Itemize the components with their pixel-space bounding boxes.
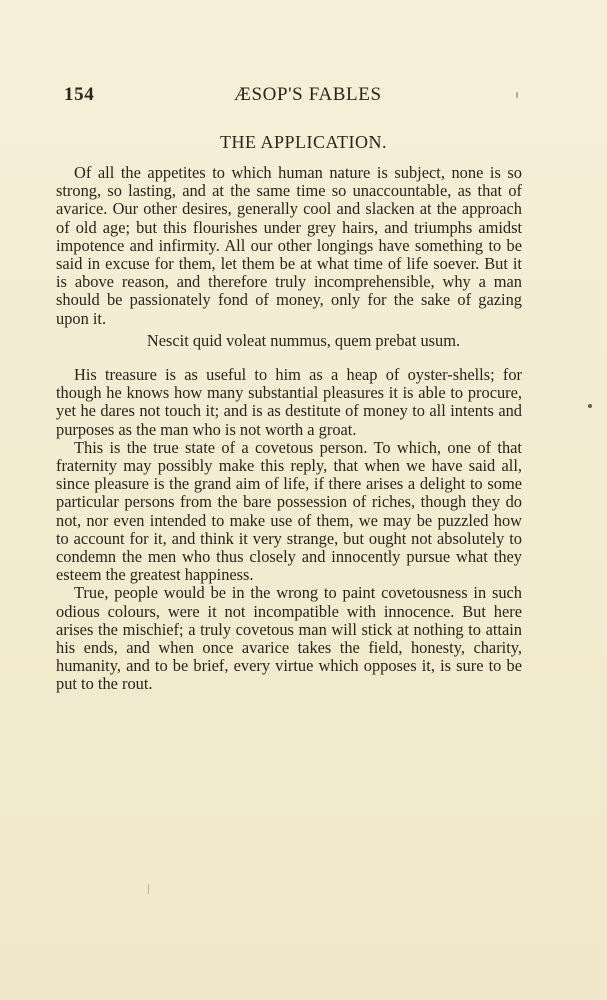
paper-speck xyxy=(516,92,518,98)
body-text-top xyxy=(56,164,522,328)
paper-speck xyxy=(588,404,592,408)
book-title: ÆSOP'S FABLES xyxy=(234,84,382,105)
paragraph: His treasure is as useful to him as a heap of oyster-shells; for though he knows how many substantial pleasures it is able to procure, yet he dares not touch it; and is as destitute of money to all intents and purposes as the man who is not worth a groat. xyxy=(56,365,522,439)
paragraph: Of all the appetites to which human nature is subject, none is so strong, so lasting, and at the same time so unaccountable, as that of avarice. Our other desires, generally cool and slacken at the approach of old age; but this flourishes under grey hairs, and triumphs amidst impotence and infirmity. All our other longings have something to be said in excuse for them, let them be at what time of life soever. But it is above reason, and therefore truly incomprehensible, why a man should be passionately fond of money, only for the sake of gazing upon it. xyxy=(56,163,522,328)
running-head xyxy=(64,84,524,106)
page-number: 154 xyxy=(64,84,95,105)
body-text-bottom xyxy=(56,366,522,694)
section-title: THE APPLICATION. xyxy=(219,132,387,152)
latin-quote: Nescit quid voleat nummus, quem prebat usum. xyxy=(146,331,461,350)
paragraph: True, people would be in the wrong to paint covetousness in such odious colours, were it not incompatible with innocence. But here arises the mischief; a truly covetous man will stick at nothing to attain his ends, and when once avarice takes the field, honesty, charity, humanity, and to be brief, every virtue which opposes it, is sure to be put to the rout. xyxy=(56,583,522,694)
paragraph: This is the true state of a covetous person. To which, one of that fraternity may possibly make this reply, that when we have said all, since pleasure is the grand aim of life, if there arises a delight to some particular persons from the bare possession of riches, though they do not, nor even intended to make use of them, we may be puzzled how to account for it, and think it very strange, but ought not absolutely to condemn the men who thus closely and innocently pursue what they esteem the greatest happiness. xyxy=(56,437,522,585)
paper-speck xyxy=(148,884,149,894)
